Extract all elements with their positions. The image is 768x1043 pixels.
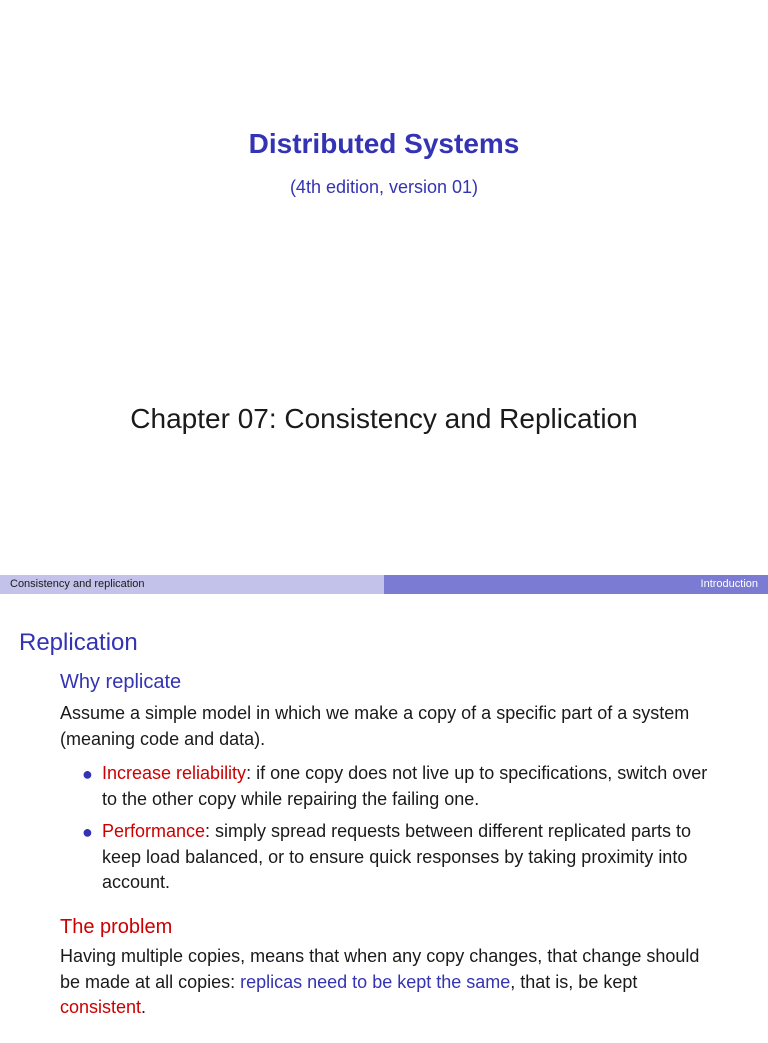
list-item [60,819,720,896]
bullet-icon: ● [82,764,93,784]
problem-text [60,944,720,1021]
chapter-title: Chapter 07: Consistency and Replication [130,403,638,434]
list-item [60,761,720,812]
nav-section-left[interactable]: Consistency and replication [0,575,384,594]
frame-title: Replication [19,629,138,656]
nav-section-right[interactable]: Introduction [384,575,768,594]
reason-text: : simply spread requests between different replicated parts to keep load balanced, or to ensure quick responses by taking proximity into account. [102,821,691,892]
problem-text-part: . [141,997,147,1017]
problem-highlight-same: replicas need to be kept the same [240,971,511,992]
slide-navigation-bar [0,575,768,594]
problem-heading: The problem [60,916,173,938]
content-slide [0,594,768,1043]
reason-term: Increase reliability [102,763,247,783]
why-replicate-heading: Why replicate [60,671,182,693]
problem-text-part: , that is, be kept [510,971,638,992]
problem-block [60,915,720,1021]
why-replicate-block [60,670,720,903]
presentation-title: Distributed Systems [248,128,520,159]
bullet-icon: ● [82,822,93,842]
why-replicate-intro: Assume a simple model in which we make a copy of a specific part of a system (meaning code and data). [60,703,690,749]
problem-highlight-consistent: consistent [60,997,142,1017]
reason-text: : if one copy does not live up to specifications, switch over to the other copy while repairing the failing one. [102,763,708,809]
problem-text-part: Having multiple copies, means that when any copy changes, that change should be made at all copies: [60,946,700,992]
edition-subtitle: (4th edition, version 01) [289,177,479,197]
reason-list [60,761,720,896]
reason-term: Performance [102,821,206,841]
